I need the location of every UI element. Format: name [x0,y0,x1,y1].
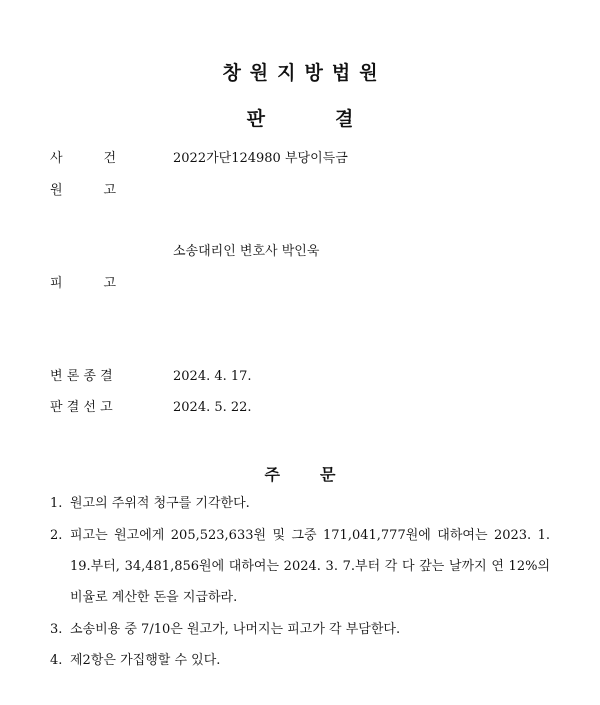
order-item [50,520,550,613]
court-name: 창원지방법원 [222,62,387,84]
order-item-text: 소송비용 중 7/10은 원고가, 나머지는 피고가 각 부담한다. [70,622,401,637]
case-label: 사 건 [50,151,116,166]
order-item [50,614,550,645]
case-value: 2022가단124980 부당이득금 [173,151,348,166]
judgment-date-label: 판 결 선 고 [50,400,113,415]
order-item-text: 원고의 주위적 청구를 기각한다. [70,496,250,511]
order-title: 주 문 [264,465,336,484]
hearing-end-label: 변 론 종 결 [50,369,113,384]
title-char-left: 판 [246,108,265,130]
order-item-number: 3. [50,622,63,637]
defendant-label: 피 고 [50,276,116,291]
plaintiff-label: 원 고 [50,183,116,198]
order-item-number: 2. [50,528,63,543]
order-item-number: 4. [50,653,63,668]
order-item-number: 1. [50,496,63,511]
judgment-date: 2024. 5. 22. [173,400,252,415]
order-item-text: 제2항은 가집행할 수 있다. [70,653,221,668]
order-item-text: 피고는 원고에게 205,523,633원 및 그중 171,041,777원에 대하여는 2023. 1. 19.부터, 34,481,856원에 대하여는 2024. 3. 7.부터 각 다 갚는 날까지 연 12%의 비율로 계산한 돈을 지급하라. [70,528,550,605]
title-char-right: 결 [335,108,354,130]
order-item [50,645,550,676]
document-title [0,104,600,131]
hearing-end-date: 2024. 4. 17. [173,369,252,384]
plaintiff-counsel: 소송대리인 변호사 박인욱 [173,244,320,259]
order-item [50,488,550,519]
